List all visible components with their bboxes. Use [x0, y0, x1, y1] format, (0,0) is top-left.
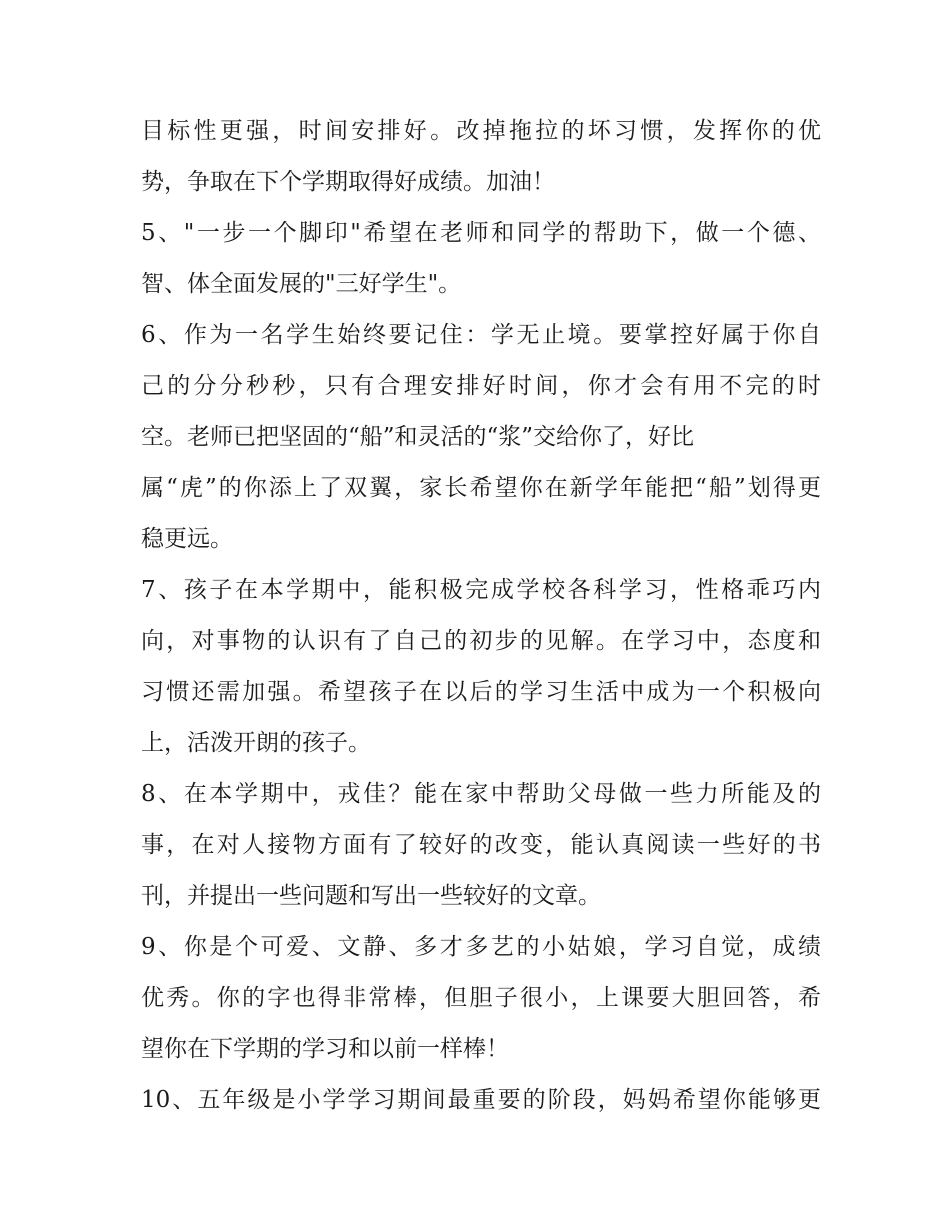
text-line: 向，对事物的认识有了自己的初步的见解。在学习中，态度和 [141, 628, 821, 654]
text-line: 6、作为一名学生始终要记住：学无止境。要掌控好属于你自 [141, 322, 821, 348]
text-line: 己的分分秒秒，只有合理安排好时间，你才会有用不完的时 [141, 373, 821, 399]
text-line: 属“虎”的你添上了双翼，家长希望你在新学年能把“船”划得更 [141, 475, 821, 501]
text-line: 空。老师已把坚固的“船”和灵活的“浆”交给你了，好比 [141, 424, 695, 450]
text-line: 习惯还需加强。希望孩子在以后的学习生活中成为一个积极向 [141, 679, 821, 705]
text-line: 望你在下学期的学习和以前一样棒！ [141, 1036, 509, 1062]
text-line: 8、在本学期中，戎佳？能在家中帮助父母做一些力所能及的 [141, 781, 821, 807]
text-line: 9、你是个可爱、文静、多才多艺的小姑娘，学习自觉，成绩 [141, 934, 821, 960]
text-line: 5、"一步一个脚印"希望在老师和同学的帮助下，做一个德、 [141, 220, 821, 246]
text-line: 上，活泼开朗的孩子。 [141, 730, 371, 756]
text-line: 智、体全面发展的"三好学生"。 [141, 271, 462, 297]
document-body [141, 106, 821, 1126]
text-line: 刊，并提出一些问题和写出一些较好的文章。 [141, 883, 601, 909]
text-line: 事，在对人接物方面有了较好的改变，能认真阅读一些好的书 [141, 832, 821, 858]
text-line: 目标性更强，时间安排好。改掉拖拉的坏习惯，发挥你的优 [141, 118, 821, 144]
text-line: 10、五年级是小学学习期间最重要的阶段，妈妈希望你能够更 [141, 1087, 821, 1113]
text-line: 7、孩子在本学期中，能积极完成学校各科学习，性格乖巧内 [141, 577, 821, 603]
text-line: 优秀。你的字也得非常棒，但胆子很小，上课要大胆回答，希 [141, 985, 821, 1011]
text-line: 稳更远。 [141, 526, 233, 552]
text-line: 势，争取在下个学期取得好成绩。加油！ [141, 169, 555, 195]
